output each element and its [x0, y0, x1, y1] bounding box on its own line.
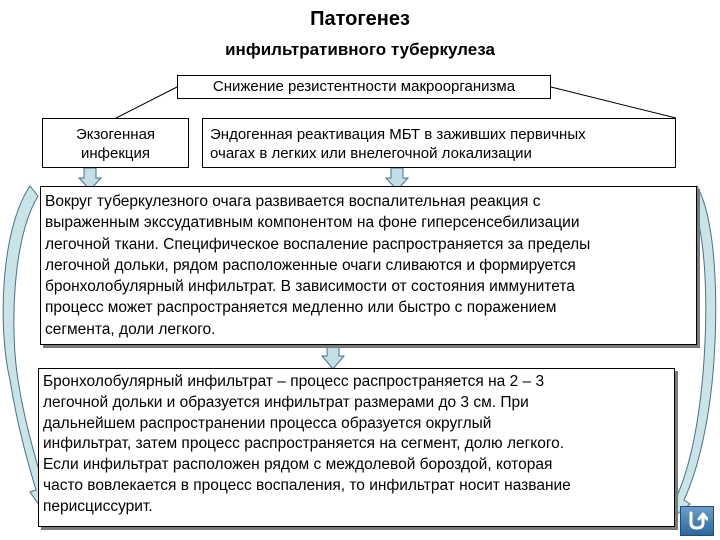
- connector-right: [551, 87, 676, 118]
- middle-line: Вокруг туберкулезного очага развивается воспалительная реакция с: [45, 193, 541, 210]
- root-box: Снижение резистентности макроорганизма: [177, 75, 551, 99]
- middle-line: бронхолобулярный инфильтрат. В зависимости от состояния иммунитета: [45, 278, 575, 296]
- exogenous-box: [42, 118, 189, 168]
- bottom-line: легочной дольки и образуется инфильтрат размерами до 3 см. При: [43, 393, 529, 411]
- return-arrow-icon: [686, 511, 708, 531]
- exogenous-line: Экзогенная: [75, 126, 156, 143]
- bottom-line: инфильтрат, затем процесс распространяется на сегмент, долю легкого.: [43, 435, 565, 453]
- endogenous-line: Эндогенная реактивация МБТ в заживших первичных: [210, 126, 586, 143]
- endogenous-line: очагах в легких или внелегочной локализации: [210, 145, 532, 162]
- bottom-line: часто вовлекается в процесс воспаления, то инфильтрат носит название: [43, 476, 571, 494]
- bottom-line: Если инфильтрат расположен рядом с междолевой бороздой, которая: [43, 456, 553, 474]
- middle-line: сегмента, доли легкого.: [45, 320, 216, 338]
- bottom-line: перисциссурит.: [43, 497, 153, 515]
- middle-line: выраженным экссудативным компонентом на фоне гиперсенсебилизации: [45, 214, 580, 232]
- connector-left: [116, 87, 177, 118]
- middle-box: [40, 186, 697, 345]
- page-subtitle: инфильтративного туберкулеза: [225, 40, 495, 59]
- page-title: Патогенез: [310, 8, 410, 30]
- exogenous-line: инфекция: [80, 145, 150, 162]
- bottom-box: [38, 368, 675, 527]
- middle-line: легочной дольки, рядом расположенные очаги сливаются и формируется: [45, 256, 576, 274]
- down-arrow-middle: [322, 345, 344, 369]
- return-button[interactable]: [680, 506, 714, 536]
- bottom-line: дальнейшем распространении процесса образуется округлый: [43, 414, 492, 432]
- middle-line: процесс может распространяется медленно или быстро с поражением: [45, 299, 557, 317]
- endogenous-box: [202, 118, 676, 168]
- bottom-line: Бронхолобулярный инфильтрат – процесс распространяется на 2 – 3: [43, 373, 545, 390]
- middle-line: легочной ткани. Специфическое воспаление распространяется за пределы: [45, 235, 591, 253]
